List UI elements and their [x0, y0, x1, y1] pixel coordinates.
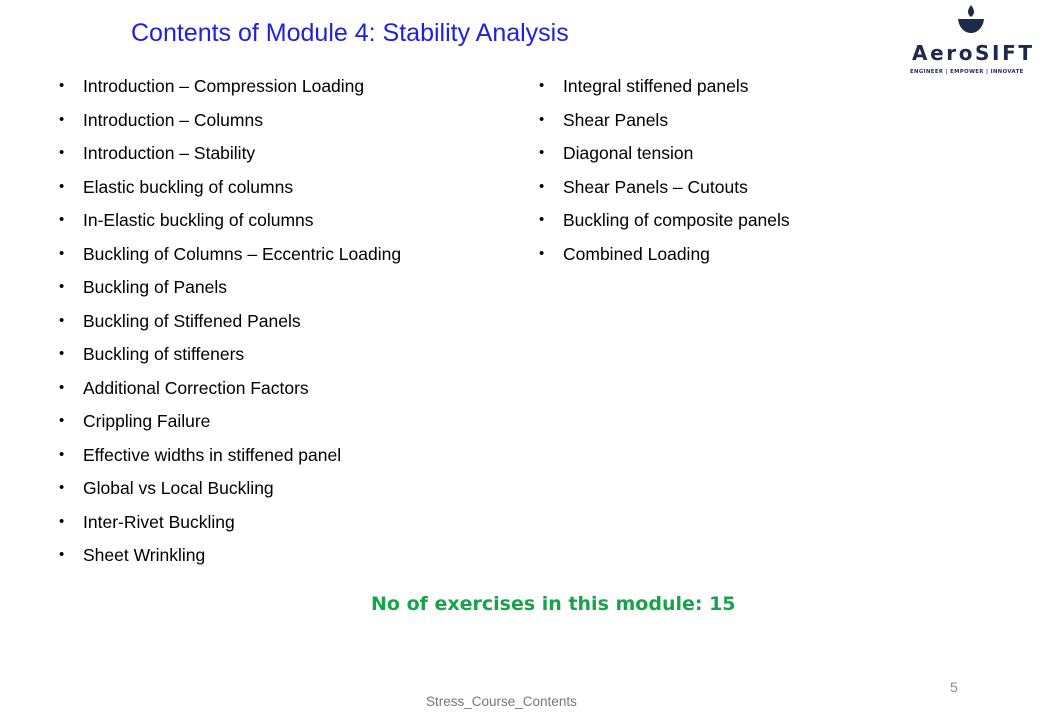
topic-label: Buckling of stiffeners: [83, 344, 245, 364]
topic-label: Introduction – Compression Loading: [83, 76, 365, 96]
bullet-icon: •: [59, 311, 65, 329]
topic-label: Buckling of Columns – Eccentric Loading: [83, 243, 402, 264]
bullet-icon: •: [539, 211, 545, 228]
topic-label: Additional Correction Factors: [83, 377, 309, 398]
topic-label: Shear Panels: [563, 109, 669, 130]
topic-label: Introduction – Columns: [83, 109, 263, 130]
bullet-icon: •: [539, 244, 545, 262]
aerosift-logo: [906, 4, 1040, 78]
bullet-icon: •: [59, 244, 65, 262]
topic-label: Buckling of Panels: [83, 277, 227, 297]
bullet-icon: •: [59, 479, 65, 496]
topic-label: Sheet Wrinkling: [83, 545, 206, 565]
topic-label: Crippling Failure: [83, 411, 211, 431]
bullet-icon: •: [539, 110, 545, 128]
logo-lamp-icon: [956, 4, 986, 36]
bullet-icon: •: [539, 177, 545, 195]
bullet-icon: •: [59, 512, 65, 530]
bullet-icon: •: [59, 77, 65, 94]
logo-tagline: ENGINEER | EMPOWER | INNOVATE: [910, 69, 1024, 75]
topic-label: Buckling of composite panels: [563, 210, 790, 230]
bullet-icon: •: [59, 110, 65, 128]
bullet-icon: •: [59, 177, 65, 195]
topic-label: Inter-Rivet Buckling: [83, 511, 235, 532]
bullet-icon: •: [539, 144, 545, 161]
bullet-icon: •: [59, 546, 65, 563]
topic-label: Introduction – Stability: [83, 143, 256, 163]
topic-label: Elastic buckling of columns: [83, 176, 294, 197]
bullet-icon: •: [59, 445, 65, 463]
topic-label: Effective widths in stiffened panel: [83, 444, 342, 465]
topic-label: Diagonal tension: [563, 143, 694, 163]
topic-label: Shear Panels – Cutouts: [563, 176, 748, 197]
topic-label: In-Elastic buckling of columns: [83, 210, 314, 230]
bullet-icon: •: [59, 378, 65, 396]
topic-label: Buckling of Stiffened Panels: [83, 310, 301, 331]
topic-label: Global vs Local Buckling: [83, 478, 274, 498]
topic-label: Integral stiffened panels: [563, 76, 749, 96]
bullet-icon: •: [59, 345, 65, 362]
bullet-icon: •: [59, 412, 65, 429]
bullet-icon: •: [59, 211, 65, 228]
exercise-count: No of exercises in this module: 15: [371, 593, 736, 615]
footer-text: Stress_Course_Contents: [426, 694, 577, 709]
bullet-icon: •: [59, 144, 65, 161]
logo-wordmark: AeroSIFT: [912, 41, 1035, 65]
bullet-icon: •: [59, 278, 65, 295]
topic-label: Combined Loading: [563, 243, 710, 264]
slide-title: Contents of Module 4: Stability Analysis: [131, 19, 569, 47]
bullet-icon: •: [539, 77, 545, 94]
page-number: 5: [950, 679, 958, 695]
